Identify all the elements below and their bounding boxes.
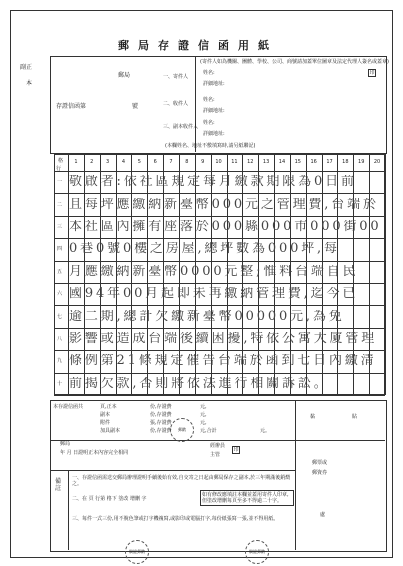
- column-number: 19: [358, 159, 365, 165]
- row-number: 四: [57, 246, 63, 253]
- side-label-2: 本: [26, 80, 33, 87]
- cc-name-label: 姓名:: [203, 120, 215, 126]
- fee-row-text: 元,: [200, 420, 207, 426]
- sender-seal: 印: [369, 70, 375, 76]
- date-line: 年 月 日證明正本內容完全相同: [60, 450, 129, 456]
- fee-row-text: 元,合計: [200, 428, 217, 434]
- serial-prefix: 存證信函第: [56, 103, 87, 110]
- row-number: 十: [57, 380, 63, 387]
- column-number: 5: [137, 159, 141, 165]
- stamp-area-label-3: 郵票或: [312, 460, 328, 466]
- fee-row-text: 份,存證費: [150, 404, 172, 410]
- fee-row-text: 份,存證費: [150, 412, 172, 418]
- row-number: 五: [57, 268, 63, 275]
- sender-name-label: 姓名:: [203, 70, 215, 76]
- column-number: 8: [185, 159, 189, 165]
- column-number: 11: [231, 159, 238, 165]
- letter-line: 敬啟者:依社區規定每月繳款期限為0日前: [69, 175, 357, 190]
- grid-row-line: [54, 328, 385, 329]
- letter-line: 影響或造成台端後續困擾,特依公寓大廈管理: [69, 332, 378, 346]
- header-block: [50, 56, 387, 154]
- footer-count-label: 本存證信函共: [53, 404, 84, 410]
- row-number: 六: [57, 291, 63, 298]
- letter-line: 且每坪應繳納新臺幣000元之管理費,台端於: [69, 197, 379, 212]
- grid-row-line: [54, 171, 385, 172]
- column-number: 14: [278, 159, 286, 165]
- grid-row-line: [54, 350, 385, 351]
- stamp-area-label-4: 郵資券: [312, 470, 328, 476]
- column-number: 4: [121, 159, 126, 165]
- letter-line: 月應繳納新臺幣0000元整;惟料台端自民: [69, 264, 359, 279]
- top-note: (寄件人如為機關、團體、學校、公司、商號請加蓋單位圖章及法定代理人簽名或蓋章): [200, 59, 389, 65]
- bottom-note: (本欄姓名、地址不敷填寫時,請另紙聯記): [165, 143, 256, 149]
- fee-row-text: 加具副本: [100, 428, 121, 434]
- recipient-name-label: 姓名:: [203, 97, 215, 103]
- grid-row-line: [54, 193, 385, 194]
- stamp-area-label-1: 黏: [310, 414, 316, 420]
- letter-line: 0巷0號0樓之房屋,總坪數為000坪,每: [69, 242, 340, 257]
- fee-row-text: 元,: [200, 412, 207, 418]
- note-2: 二、在 頁 行第 格下 塗改 增刪 字: [72, 496, 147, 502]
- cc-label: 三、副本收件人: [163, 124, 199, 130]
- column-number: 16: [310, 159, 317, 165]
- recipient-label: 二、收件人: [163, 101, 189, 107]
- fee-row-text: 頁,正本: [100, 404, 117, 410]
- column-number: 9: [201, 159, 205, 165]
- fee-row-text: 元,: [200, 404, 207, 410]
- grid-row-line: [54, 305, 385, 306]
- grid-row-line: [54, 238, 385, 239]
- supervisor-label: 經辦員: [210, 443, 226, 449]
- letter-line: 前揭欠款,否則將依法進行相關訴訟。: [69, 376, 330, 391]
- fee-row-text: 張,存證費: [150, 420, 172, 426]
- postmark-stamp: 郵戳: [170, 418, 194, 442]
- column-number: 13: [262, 159, 270, 165]
- column-number: 15: [294, 159, 301, 165]
- grid-row-line: [54, 373, 385, 374]
- stamp-area-label-5: 處: [320, 512, 326, 518]
- grid-row-line: [54, 283, 385, 284]
- fee-total-text: 元。: [260, 428, 271, 434]
- row-number: 八: [57, 336, 63, 342]
- sender-address-label: 詳細地址:: [203, 81, 225, 87]
- letter-line: 國94年00月起即未再繳納管理費,迄今已: [69, 287, 359, 302]
- postoffice-label: 郵局: [118, 72, 131, 79]
- sender-label: 一、寄件人: [163, 74, 189, 80]
- column-number: 3: [106, 159, 110, 165]
- note-1: 一、存證信函需送交郵局辦理證明手續後始有效,自交寄之日起由郵局保存之副本,於三年期滿後銷燬之。: [72, 475, 291, 487]
- column-number: 1: [74, 159, 78, 165]
- row-number: 三: [57, 224, 63, 230]
- cc-address-label: 詳細地址:: [203, 131, 225, 137]
- seal-box: 印: [233, 447, 239, 453]
- fee-row-text: 份,存證費: [150, 428, 172, 434]
- corner-bottom: 行: [56, 166, 62, 172]
- column-number: 2: [90, 159, 94, 165]
- fee-row-text: 附件: [100, 420, 111, 426]
- column-number: 10: [215, 159, 222, 165]
- form-title: 郵局存證信函用紙: [118, 39, 278, 52]
- notes-label: 備註: [54, 478, 61, 492]
- letter-line: 條例第21條規定催告台端於函到七日內繳清: [69, 354, 377, 369]
- column-number: 17: [326, 159, 333, 165]
- fee-row-text: 副本: [100, 412, 111, 418]
- column-number: 6: [153, 159, 157, 165]
- row-number: 七: [57, 313, 63, 320]
- grid-row-line: [54, 395, 385, 396]
- row-number: 一: [57, 179, 63, 186]
- letter-line: 本社區內擁有座落於000縣000市000街00: [69, 220, 382, 234]
- grid-row-line: [54, 261, 385, 262]
- stamp-area-label-2: 貼: [352, 414, 358, 420]
- row-number: 二: [57, 201, 63, 208]
- corner-top: 格: [58, 158, 64, 164]
- seam-stamp-2: 騎縫郵戳: [245, 540, 269, 564]
- letter-line: 逾二期,總計欠繳新臺幣00000元,為免: [69, 309, 345, 324]
- serial-suffix: 號: [132, 103, 139, 110]
- column-number: 12: [247, 159, 254, 165]
- column-number: 20: [373, 159, 381, 165]
- seam-stamp-1: 騎縫郵戳: [125, 540, 149, 564]
- column-number: 7: [169, 159, 173, 165]
- column-number: 18: [342, 159, 349, 165]
- row-number: 九: [57, 358, 63, 365]
- note-3: 三、每件一式三份,用不脫色筆或打字機複寫,或影印或電腦打字,每份紙張寫一張,並不得用紙。: [72, 516, 279, 522]
- note-2-box: 如有修改應填註本欄並蓋用寄件人印章,但塗改增刪每頁至多不得逾二十字。: [200, 490, 294, 506]
- grid-row-line: [54, 216, 385, 217]
- side-label-1: 副正: [20, 64, 33, 71]
- post-office-label: 郵局: [60, 441, 71, 447]
- recipient-address-label: 詳細地址:: [203, 108, 225, 114]
- chief-label: 主管: [210, 452, 221, 458]
